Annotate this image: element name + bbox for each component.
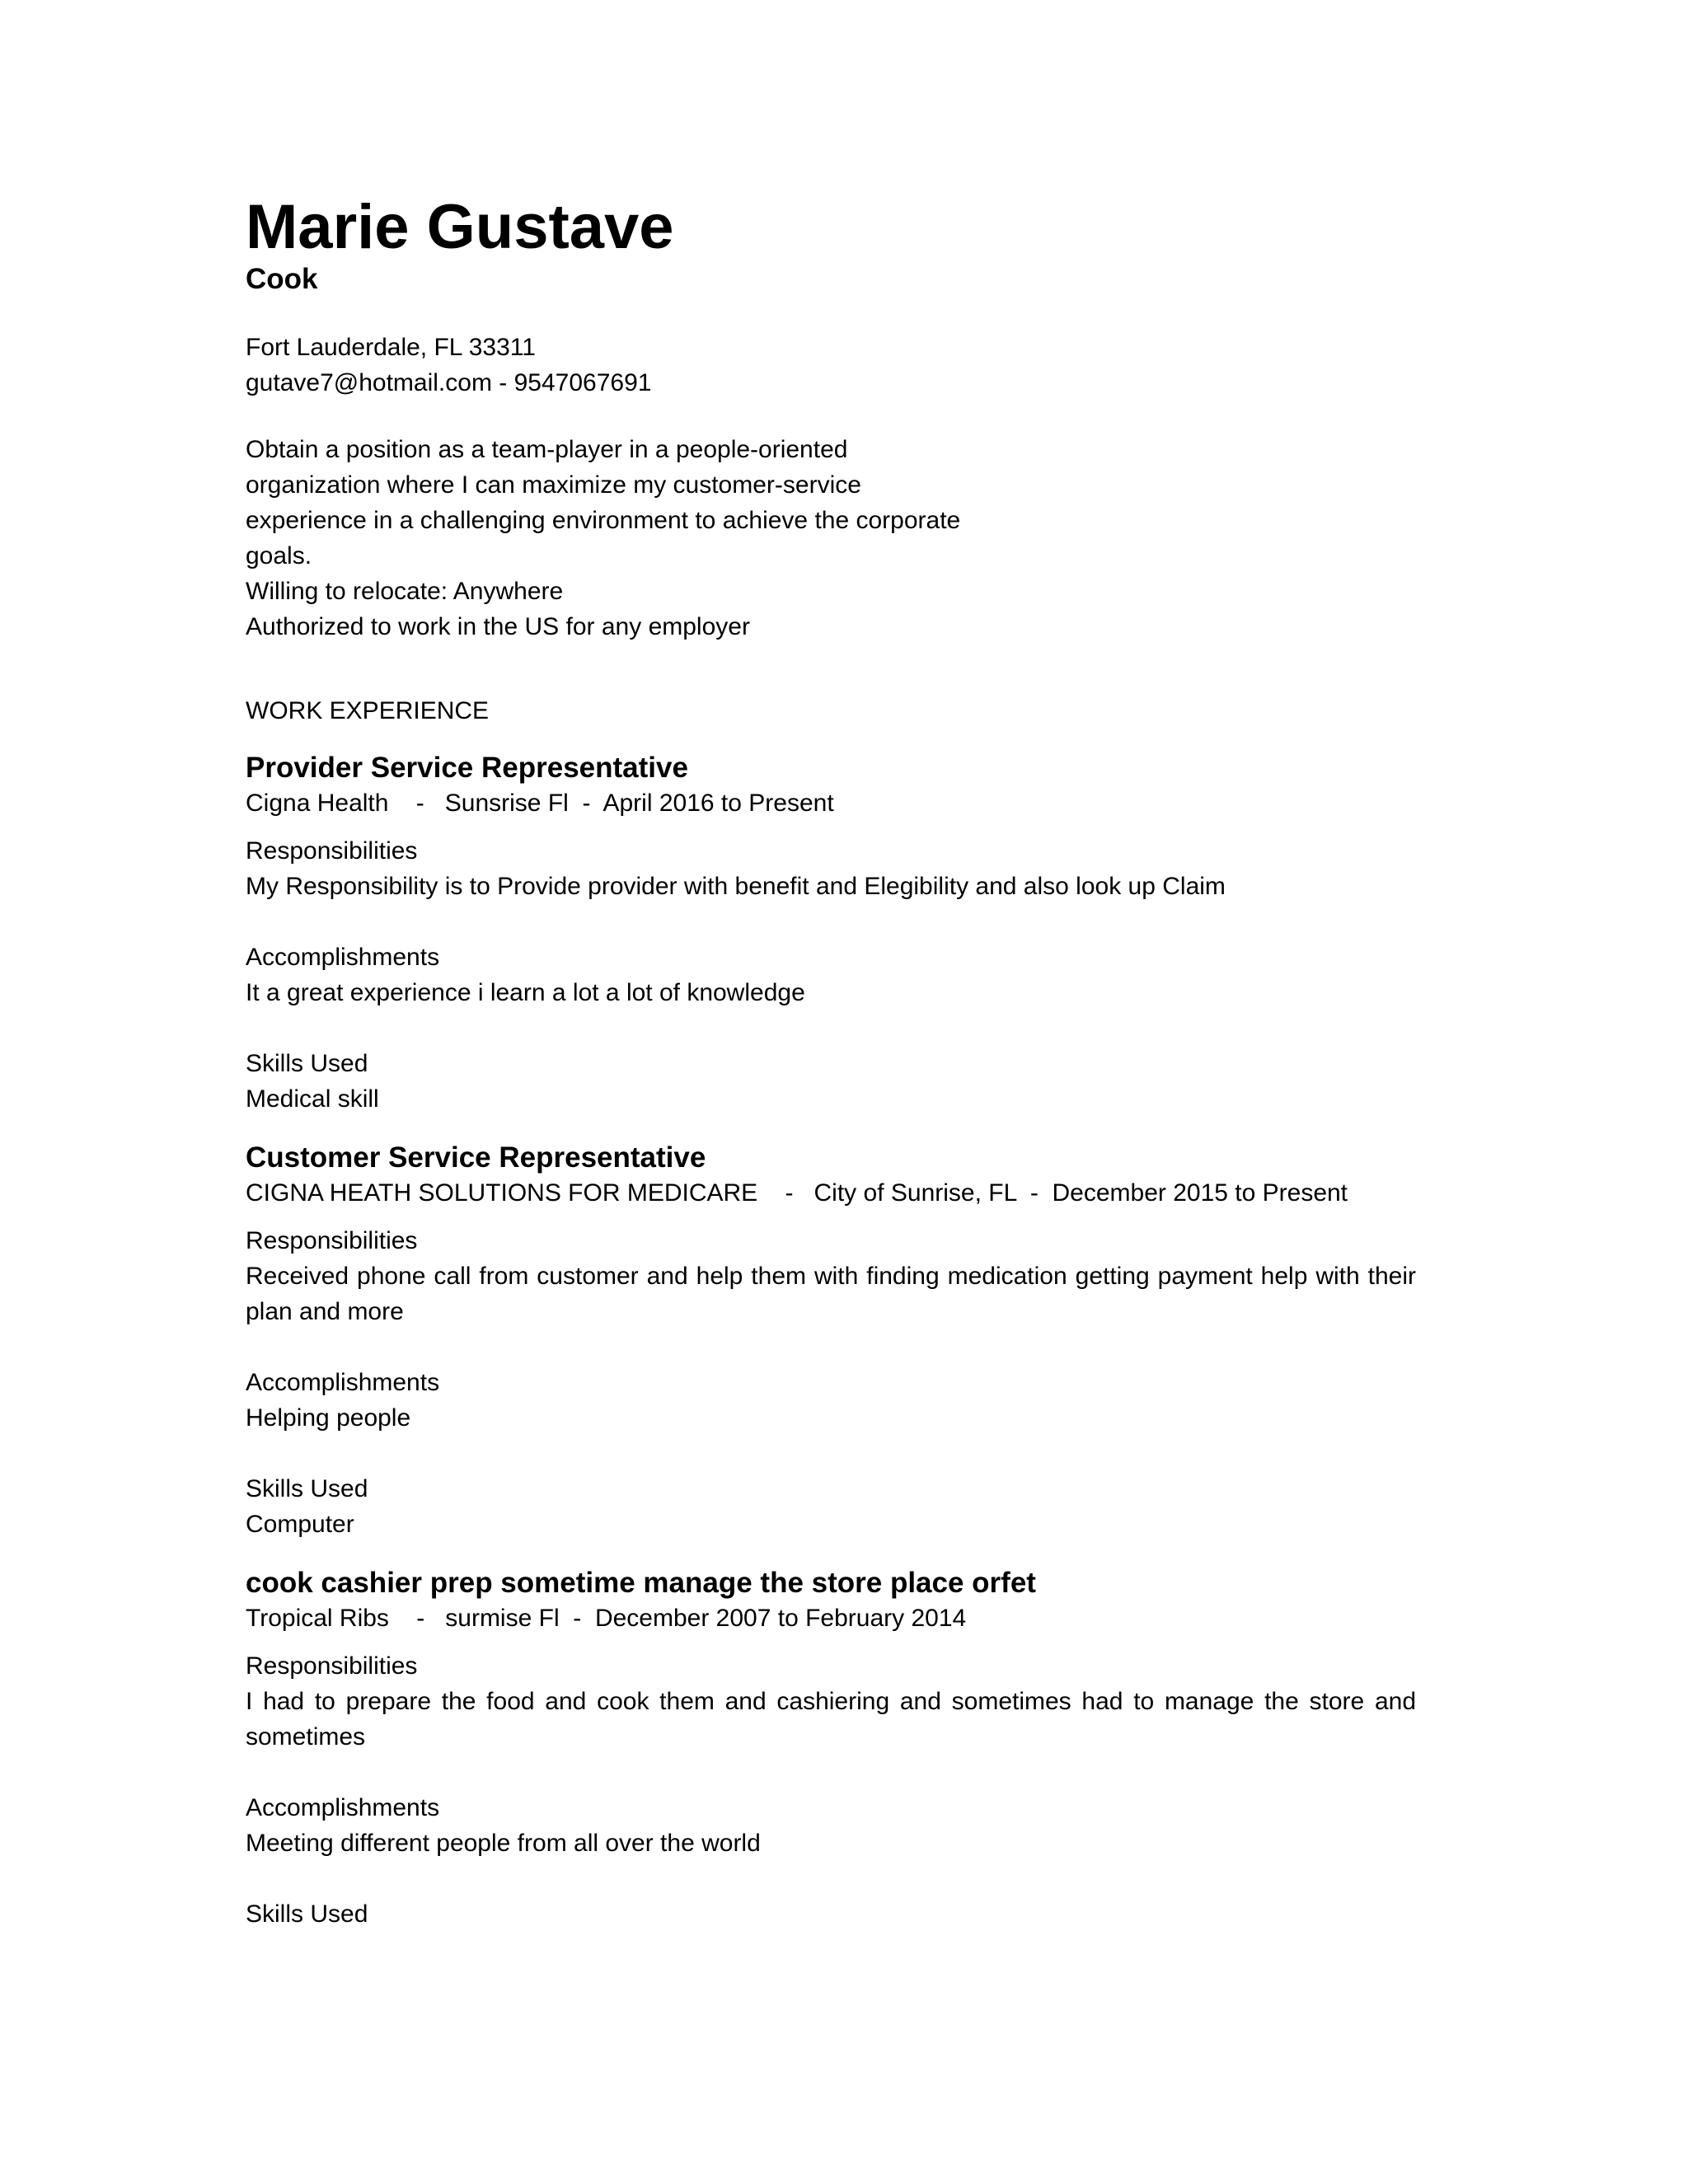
job-entry	[246, 1565, 1416, 1932]
job-title: Provider Service Representative	[246, 752, 688, 784]
job-meta: CIGNA HEATH SOLUTIONS FOR MEDICARE - City of Sunrise, FL - December 2015 to Present	[246, 1179, 1348, 1207]
skills-text: Computer	[246, 1511, 354, 1538]
contact-email-phone: gutave7@hotmail.com - 9547067691	[246, 369, 652, 396]
job-title: Customer Service Representative	[246, 1141, 706, 1174]
accomplishments-label: Accomplishments	[246, 1794, 440, 1821]
work-experience-heading: WORK EXPERIENCE	[246, 697, 490, 724]
accomplishments-label: Accomplishments	[246, 944, 440, 971]
accomplishments-text: It a great experience i learn a lot a lot of knowledge	[246, 979, 805, 1006]
job-title: cook cashier prep sometime manage the store place orfet	[246, 1567, 1036, 1599]
job-meta: Tropical Ribs - surmise Fl - December 2007 to February 2014	[246, 1605, 967, 1632]
relocate-statement: Willing to relocate: Anywhere	[246, 578, 564, 605]
skills-text: Medical skill	[246, 1085, 379, 1113]
skills-label: Skills Used	[246, 1900, 368, 1928]
responsibilities-text: My Responsibility is to Provide provider with benefit and Elegibility and also look up Claim	[246, 873, 1226, 900]
contact-location: Fort Lauderdale, FL 33311	[246, 334, 536, 361]
job-details	[246, 1223, 1416, 1542]
job-details	[246, 833, 1416, 1117]
responsibilities-text: Received phone call from customer and help them with finding medication getting payment help with their plan and more	[246, 1263, 1416, 1325]
objective-block	[246, 432, 971, 644]
job-details	[246, 1648, 1416, 1932]
objective-summary: Obtain a position as a team-player in a people-oriented organization where I can maximize my customer-service experience in a challenging environment to achieve the corporate goals.	[246, 436, 961, 569]
skills-label: Skills Used	[246, 1050, 368, 1077]
accomplishments-text: Helping people	[246, 1404, 411, 1432]
candidate-title: Cook	[246, 263, 318, 295]
contact-block	[246, 330, 651, 401]
candidate-name: Marie Gustave	[246, 192, 674, 262]
responsibilities-label: Responsibilities	[246, 1652, 418, 1680]
job-entry	[246, 1140, 1416, 1542]
skills-label: Skills Used	[246, 1475, 368, 1502]
accomplishments-text: Meeting different people from all over the world	[246, 1830, 761, 1857]
responsibilities-label: Responsibilities	[246, 837, 418, 865]
responsibilities-label: Responsibilities	[246, 1227, 418, 1254]
responsibilities-text: I had to prepare the food and cook them and cashiering and sometimes had to manage the store and sometimes	[246, 1688, 1416, 1750]
job-meta: Cigna Health - Sunsrise Fl - April 2016 to Present	[246, 790, 834, 817]
accomplishments-label: Accomplishments	[246, 1369, 440, 1396]
job-entry	[246, 750, 1416, 1117]
work-authorization: Authorized to work in the US for any employer	[246, 613, 750, 640]
